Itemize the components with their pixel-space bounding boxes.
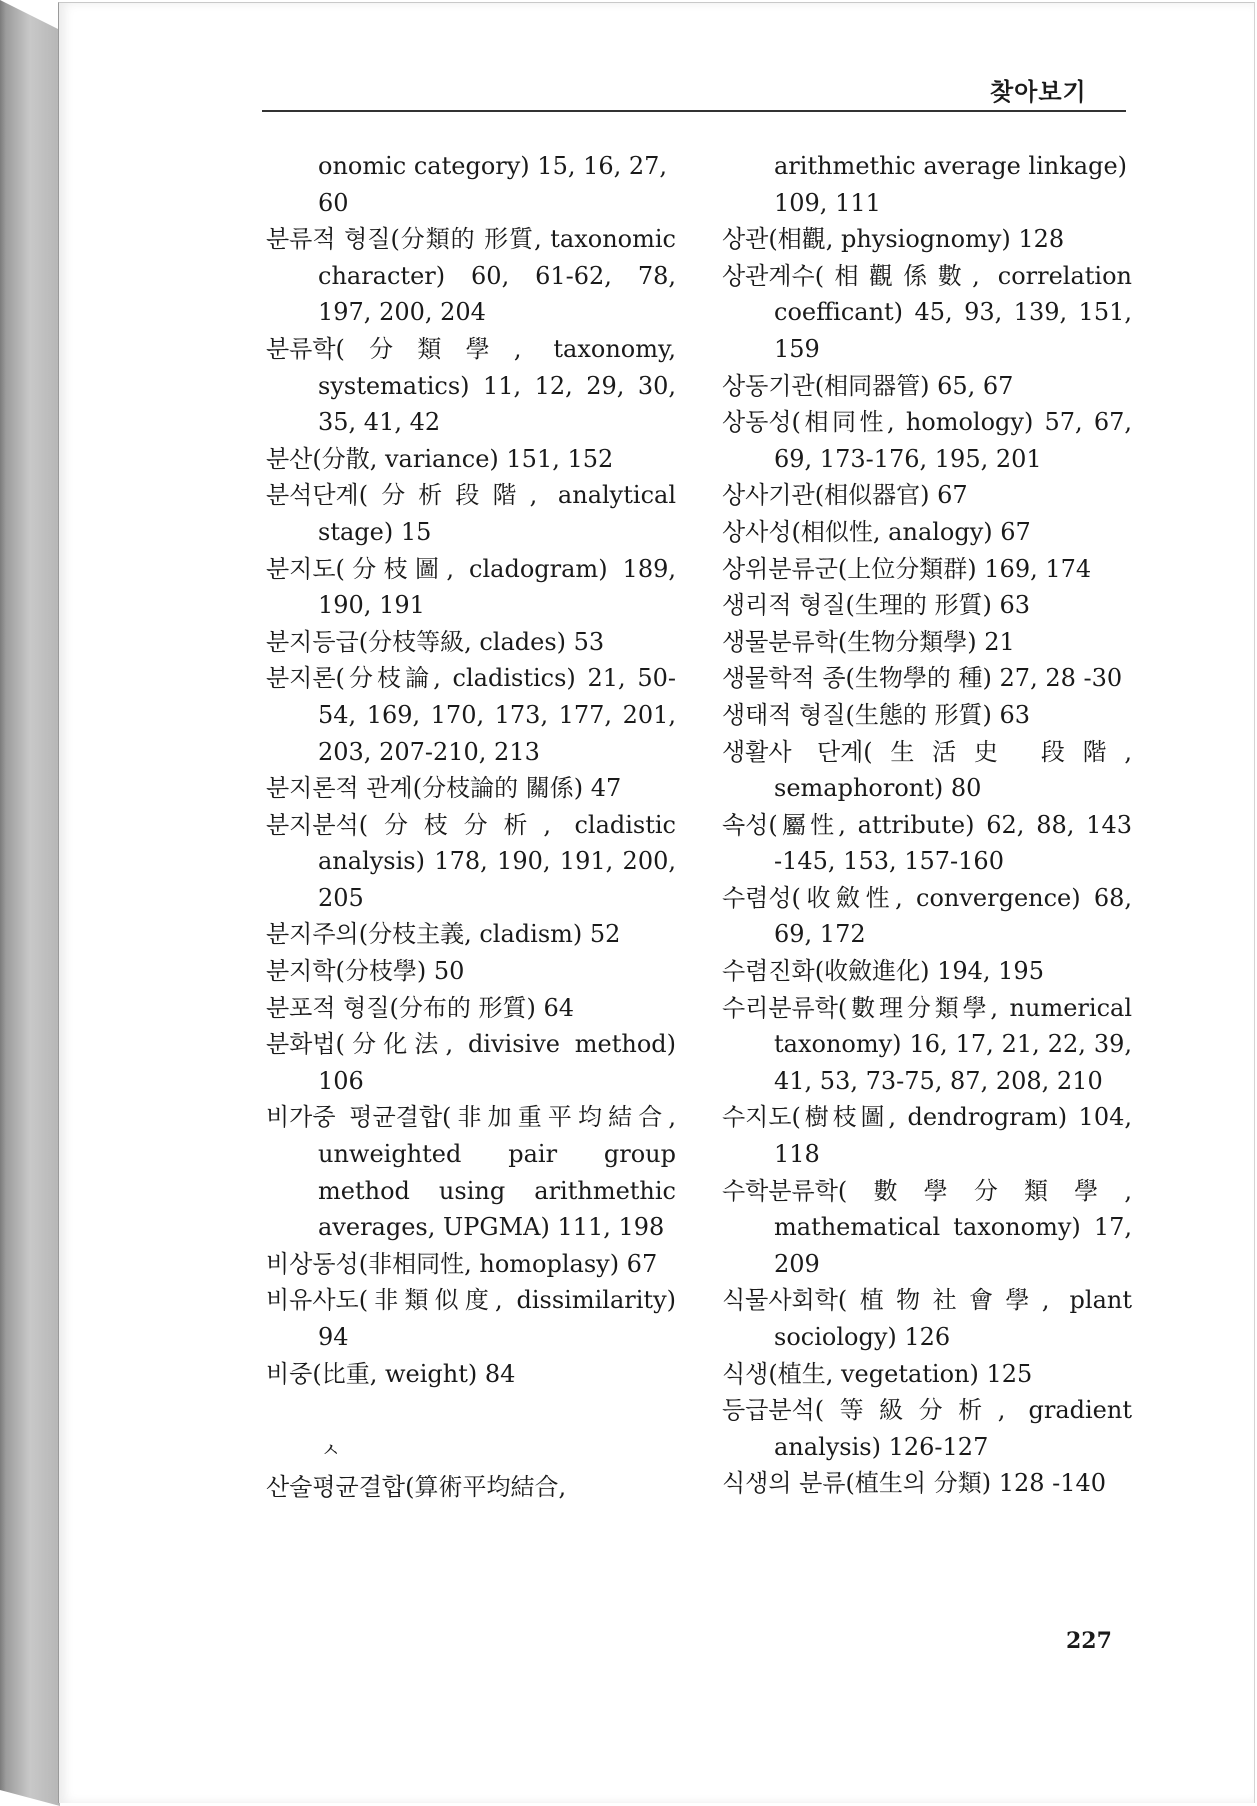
index-entry: 분류학(分類學, taxonomy, systematics) 11, 12, 29, 30, 35, 41, 42 [266,334,676,437]
index-entry: 생물학적 종(生物學的 種) 27, 28 -30 [722,664,1123,693]
index-entry: 비가중 평균결합(非加重平均結合, unweighted pair group method using arithmethic averages, UPGMA) 111, 198 [266,1103,676,1242]
index-entry: 상관계수(相觀係數, correlation coefficant) 45, 93, 139, 151, 159 [722,261,1132,363]
index-entry: 분산(分散, variance) 151, 152 [266,444,614,473]
left-column [266,148,676,1505]
index-entry: 상사성(相似性, analogy) 67 [722,517,1031,546]
index-entry: 분지등급(分枝等級, clades) 53 [266,627,605,656]
index-entry: 상동성(相同性, homology) 57, 67, 69, 173-176, 195, 201 [722,408,1132,473]
index-entry: 수렴진화(收斂進化) 194, 195 [722,957,1044,986]
page-number: 227 [1066,1628,1112,1654]
index-entry-continuation: onomic category) 15, 16, 27, 60 [318,152,668,217]
index-entry: 식생의 분류(植生의 分類) 128 -140 [722,1469,1107,1498]
book-spine [0,0,60,1806]
right-column [722,148,1132,1502]
index-entry: 비유사도(非類似度, dissimilarity) 94 [266,1286,676,1351]
section-letter: ㅅ [321,1438,341,1463]
index-entry: 식물사회학(植物社會學, plant sociology) 126 [722,1286,1132,1351]
index-entry: 분지학(分枝學) 50 [266,957,465,986]
index-entry: 등급분석(等級分析, gradient analysis) 126-127 [722,1396,1132,1461]
index-entry: 상위분류군(上位分類群) 169, 174 [722,554,1092,583]
index-entry: 분지론적 관계(分枝論的 關係) 47 [266,774,622,803]
index-entry: 생리적 형질(生理的 形質) 63 [722,591,1031,620]
index-entry: 분지론(分枝論, cladistics) 21, 50-54, 169, 170, 173, 177, 201, 203, 207-210, 213 [266,664,676,766]
index-entry: 분지주의(分枝主義, cladism) 52 [266,920,621,949]
index-entry: 비중(比重, weight) 84 [266,1359,516,1388]
left-entries-section-s [266,1469,676,1506]
index-entry: 분석단계(分析段階, analytical stage) 15 [266,481,676,546]
right-entries [722,221,1132,1502]
index-entry: 식생(植生, vegetation) 125 [722,1359,1033,1388]
section-gap [266,1392,676,1432]
header-rule [262,110,1126,112]
index-entry: 분화법(分化法, divisive method) 106 [266,1030,676,1095]
index-entry: 상관(相觀, physiognomy) 128 [722,225,1065,254]
running-head: 찾아보기 [990,78,1087,106]
index-entry: 속성(屬性, attribute) 62, 88, 143 -145, 153, 157-160 [722,810,1132,876]
index-entry: 생태적 형질(生態的 形質) 63 [722,700,1031,729]
index-entry: 생물분류학(生物分類學) 21 [722,627,1015,656]
index-entry: 분포적 형질(分布的 形質) 64 [266,993,575,1022]
index-entry: 수지도(樹枝圖, dendrogram) 104, 118 [722,1103,1132,1169]
index-entry: 수렴성(收斂性, convergence) 68, 69, 172 [722,883,1132,949]
index-entry: 분류적 형질(分類的 形質, taxonomic character) 60, 61-62, 78, 197, 200, 204 [266,225,676,327]
index-entry-continuation: arithmethic average linkage) 109, 111 [774,152,1128,217]
index-entry: 분지분석(分枝分析, cladistic analysis) 178, 190, 191, 200, 205 [266,810,676,912]
index-entry: 수학분류학(數學分類學, mathematical taxonomy) 17, 209 [722,1176,1132,1278]
index-entry: 상동기관(相同器管) 65, 67 [722,371,1014,400]
left-entries [266,221,676,1392]
index-entry: 상사기관(相似器官) 67 [722,481,968,510]
index-entry: 생활사 단계(生活史 段階, semaphoront) 80 [722,737,1132,803]
index-entry: 분지도(分枝圖, cladogram) 189, 190, 191 [266,554,676,620]
index-entry: 비상동성(非相同性, homoplasy) 67 [266,1249,658,1278]
index-entry: 산술평균결합(算術平均結合, [266,1472,567,1501]
index-entry: 수리분류학(數理分類學, numerical taxonomy) 16, 17, 21, 22, 39, 41, 53, 73-75, 87, 208, 210 [722,993,1132,1095]
